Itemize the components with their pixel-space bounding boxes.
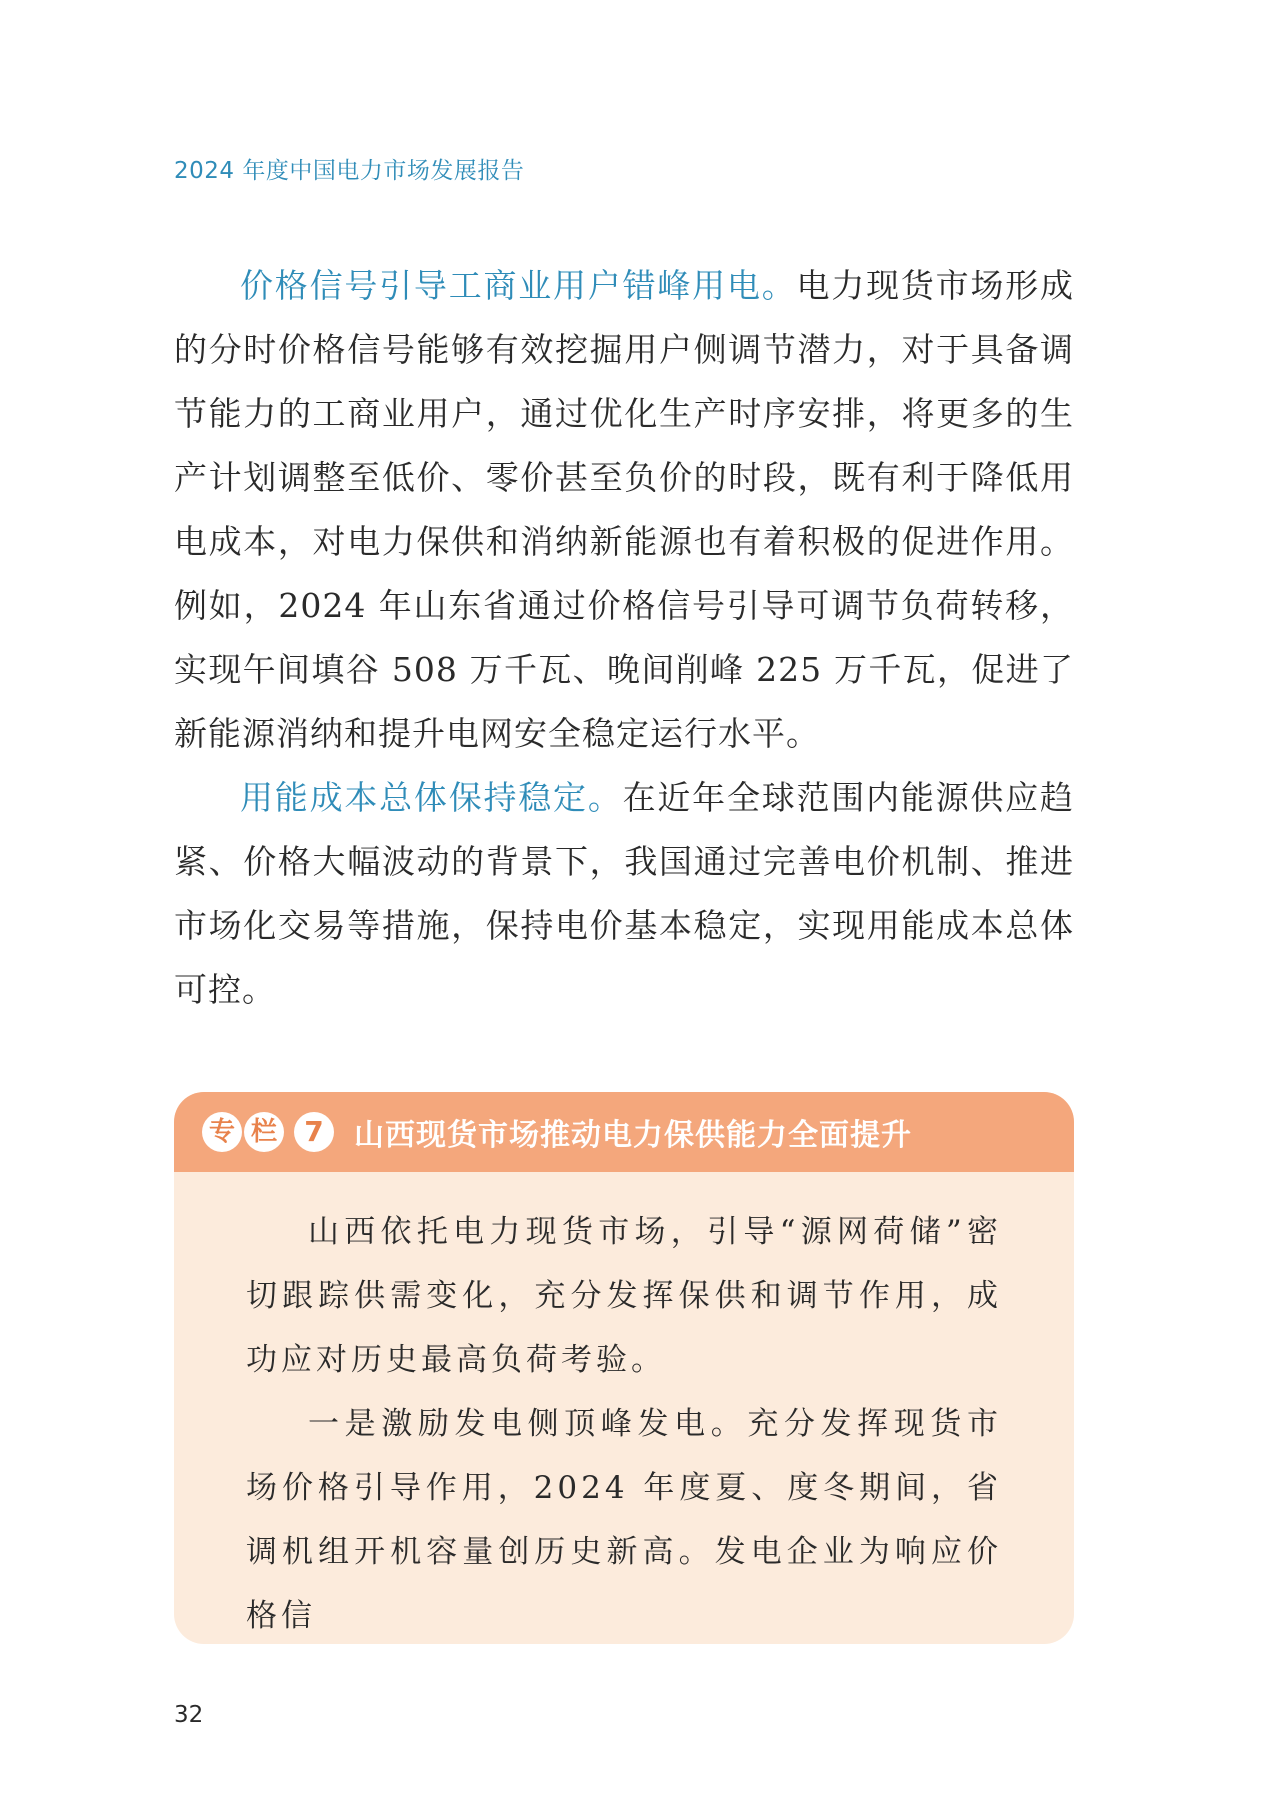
paragraph-lead: 用能成本总体保持稳定。: [240, 778, 623, 817]
column-tag: [202, 1112, 334, 1152]
main-text: [174, 254, 1074, 1022]
paragraph-text: 电力现货市场形成的分时价格信号能够有效挖掘用户侧调节潜力，对于具备调节能力的工商业用户，通过优化生产时序安排，将更多的生产计划调整至低价、零价甚至负价的时段，既有利于降低用电成本，对电力保供和消纳新能源也有着积极的促进作用。例如，2024 年山东省通过价格信号引导可调节负荷转移，实现午间填谷 508 万千瓦、晚间削峰 225 万千瓦，促进了新能源消纳和提升电网安全稳定运行水平。: [174, 266, 1075, 753]
column-header: [174, 1092, 1074, 1172]
paragraph: [174, 254, 1074, 766]
column-paragraph: 山西依托电力现货市场，引导“源网荷储”密切跟踪供需变化，充分发挥保供和调节作用，成功应对历史最高负荷考验。: [246, 1214, 1002, 1378]
column-tag-char: 专: [202, 1112, 242, 1152]
page-number: 32: [174, 1702, 204, 1728]
paragraph-text: 在近年全球范围内能源供应趋紧、价格大幅波动的背景下，我国通过完善电价机制、推进市场化交易等措施，保持电价基本稳定，实现用能成本总体可控。: [174, 778, 1075, 1009]
column-title: 山西现货市场推动电力保供能力全面提升: [354, 1118, 912, 1153]
column-tag-number: 7: [294, 1112, 334, 1152]
column-body: [174, 1172, 1074, 1644]
column-box: [174, 1092, 1074, 1644]
running-header: 2024 年度中国电力市场发展报告: [174, 158, 525, 184]
paragraph: [174, 766, 1074, 1022]
column-paragraph: 一是激励发电侧顶峰发电。充分发挥现货市场价格引导作用，2024 年度夏、度冬期间，省调机组开机容量创历史新高。发电企业为响应价格信: [246, 1406, 1002, 1634]
paragraph-lead: 价格信号引导工商业用户错峰用电。: [240, 266, 797, 305]
column-tag-char: 栏: [244, 1112, 284, 1152]
